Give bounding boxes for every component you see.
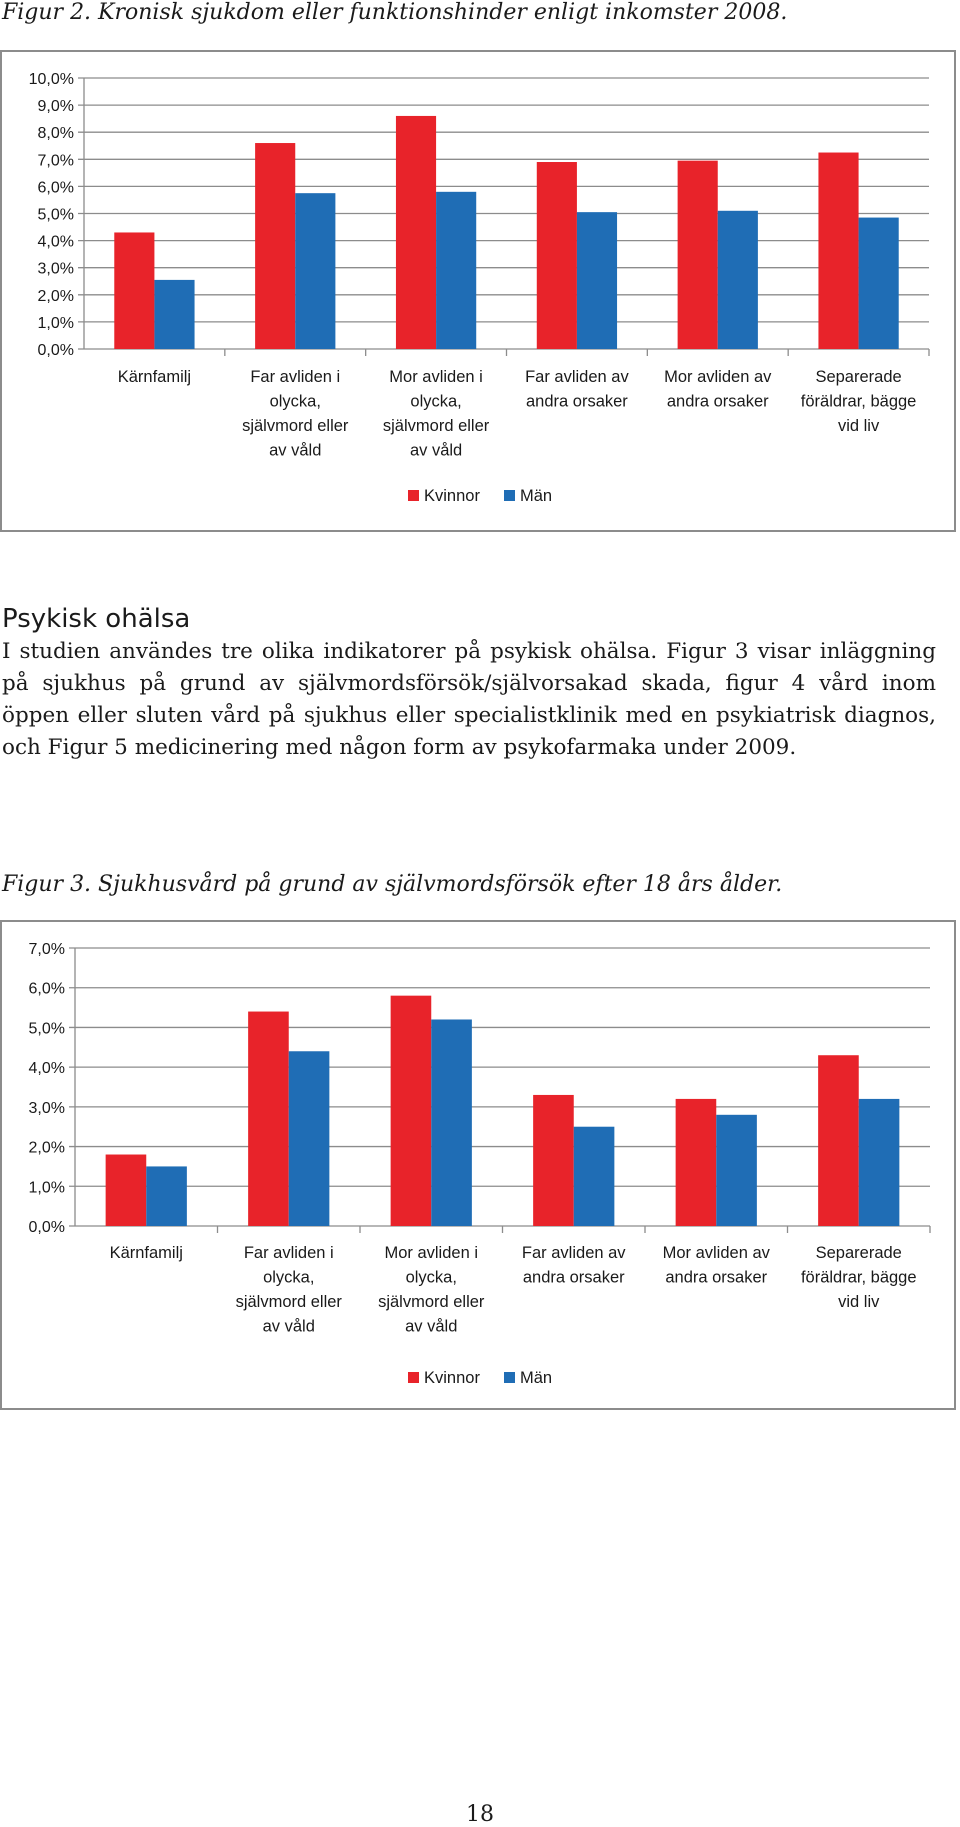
y-tick-label: 5,0% [28,1020,65,1038]
y-tick-label: 4,0% [37,233,74,251]
x-category-label: Kärnfamilj [117,368,192,386]
x-category-label: Far avliden av andra orsaker [525,368,629,411]
y-tick-label: 7,0% [28,941,65,958]
bar-kvinnor [678,161,718,349]
x-category-label: Mor avliden av andra orsaker [664,368,772,411]
bar-man [154,280,194,349]
y-tick-label: 3,0% [37,260,74,278]
y-tick-label: 4,0% [28,1060,65,1078]
figure2-chart-svg [2,52,958,534]
bar-kvinnor [391,996,432,1226]
x-category-label: Separerade föräldrar, bägge vid liv [800,1244,917,1311]
x-category-label: Far avliden i olycka, självmord eller av våld [235,1244,342,1336]
bar-kvinnor [818,1055,859,1226]
y-tick-label: 0,0% [37,342,74,359]
y-tick-label: 7,0% [37,152,74,170]
bar-kvinnor [114,232,154,349]
section-title: Psykisk ohälsa [2,604,191,634]
x-category-label: Far avliden i olycka, självmord eller av våld [242,368,349,460]
figure2-chart [0,50,956,532]
page-number: 18 [466,1802,494,1827]
x-category-label: Kärnfamilj [109,1244,183,1262]
bar-kvinnor [396,116,436,349]
x-category-label: Mor avliden av andra orsaker [662,1244,770,1287]
bar-kvinnor [106,1155,147,1226]
body-paragraph: I studien användes tre olika indikatorer på psykisk ohälsa. Figur 3 visar inläggning på sjukhus på grund av självmordsförsök/självorsakad skada, figur 4 vård inom öppen eller sluten vård på sjukhus eller specialistklinik med en psykiatrisk diagnos, och Figur 5 medicinering med någon form av psykofarmaka under 2009. [2,639,936,760]
y-tick-label: 6,0% [37,179,74,197]
figure3-chart [0,920,956,1410]
figure2-caption: Figur 2. Kronisk sjukdom eller funktionshinder enligt inkomster 2008. [2,0,788,25]
y-tick-label: 1,0% [28,1179,65,1197]
y-tick-label: 1,0% [37,314,74,332]
y-tick-label: 0,0% [28,1219,65,1236]
x-category-label: Separerade föräldrar, bägge vid liv [800,368,917,435]
y-tick-label: 2,0% [28,1139,65,1157]
bar-man [574,1127,615,1226]
legend-label: Män [520,487,553,505]
y-tick-label: 10,0% [28,71,74,88]
y-tick-label: 2,0% [37,287,74,305]
bar-man [431,1019,472,1226]
x-category-label: Mor avliden i olycka, självmord eller av våld [378,1244,485,1336]
x-category-label: Far avliden av andra orsaker [521,1244,626,1287]
y-tick-label: 8,0% [37,125,74,143]
legend-label: Kvinnor [424,487,480,505]
bar-man [716,1115,757,1226]
bar-man [859,218,899,349]
bar-man [146,1166,187,1226]
legend-label: Män [520,1369,553,1387]
bar-kvinnor [818,153,858,349]
bar-kvinnor [676,1099,717,1226]
legend-swatch-man [504,490,515,501]
bar-man [718,211,758,349]
bar-man [859,1099,900,1226]
bar-kvinnor [248,1012,289,1226]
legend-swatch-kvinnor [408,1372,419,1383]
bar-man [295,193,335,349]
y-tick-label: 5,0% [37,206,74,224]
bar-man [289,1051,330,1226]
legend-swatch-kvinnor [408,490,419,501]
y-tick-label: 6,0% [28,980,65,998]
bar-kvinnor [533,1095,574,1226]
figure3-chart-svg [2,922,958,1412]
bar-man [577,212,617,349]
legend-label: Kvinnor [424,1369,480,1387]
figure3-caption: Figur 3. Sjukhusvård på grund av självmordsförsök efter 18 års ålder. [2,872,783,897]
bar-kvinnor [255,143,295,349]
legend-swatch-man [504,1372,515,1383]
x-category-label: Mor avliden i olycka, självmord eller av våld [382,368,490,460]
y-tick-label: 9,0% [37,98,74,116]
bar-man [436,192,476,349]
bar-kvinnor [537,162,577,349]
y-tick-label: 3,0% [28,1099,65,1117]
